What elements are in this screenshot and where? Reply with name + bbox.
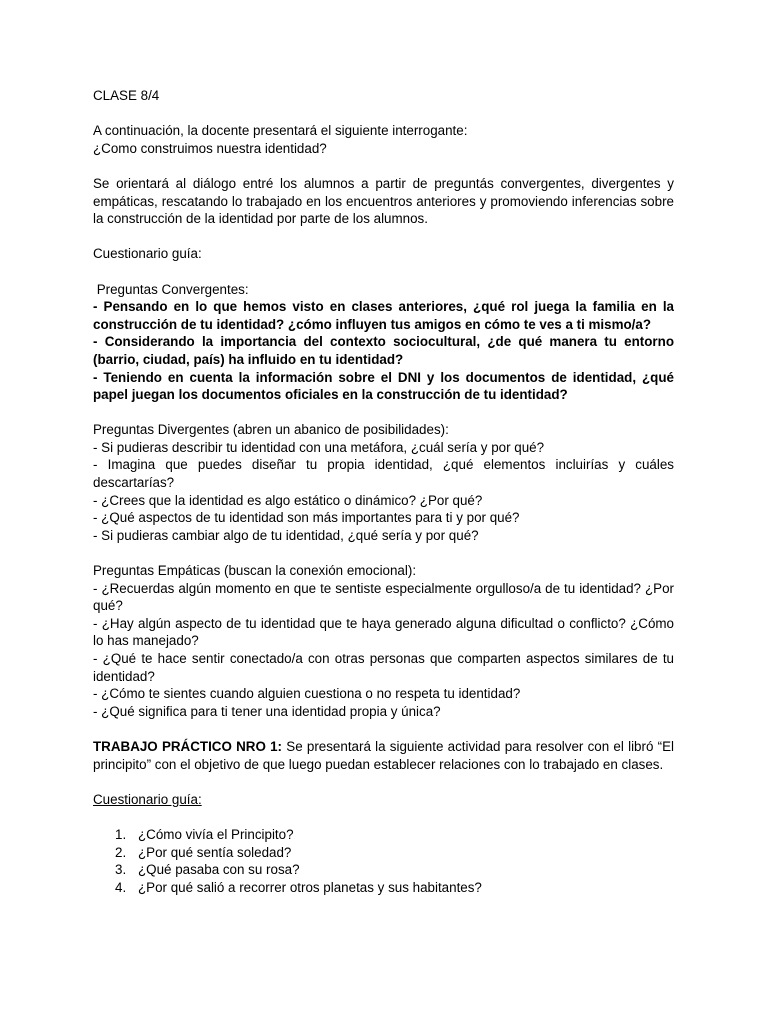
divergent-title: Preguntas Divergentes (abren un abanico de posibilidades): <box>93 422 449 438</box>
spacer <box>93 773 674 791</box>
list-number: 1. <box>115 826 127 842</box>
empathic-question-3: - ¿Qué te hace sentir conectado/a con otras personas que comparten aspectos similares de tu identidad? <box>93 651 674 684</box>
empathic-question-1: - ¿Recuerdas algún momento en que te sentiste especialmente orgulloso/a de tu identidad? ¿Por qué? <box>93 580 674 614</box>
spacer <box>93 404 674 422</box>
list-text: ¿Cómo vivía el Principito? <box>138 826 294 842</box>
convergent-title: Preguntas Convergentes: <box>93 281 249 297</box>
practical-work-label: TRABAJO PRÁCTICO NRO 1: <box>93 738 283 754</box>
spacer <box>93 808 674 826</box>
guide-title: Cuestionario guía: <box>93 246 202 262</box>
list-text: ¿Por qué sentía soledad? <box>138 844 292 860</box>
divergent-question-5: - Si pudieras cambiar algo de tu identidad, ¿qué sería y por qué? <box>93 527 479 543</box>
empathic-question-4: - ¿Cómo te sientes cuando alguien cuestiona o no respeta tu identidad? <box>93 686 521 702</box>
class-heading: CLASE 8/4 <box>93 88 160 103</box>
list-number: 2. <box>115 844 127 860</box>
orientation-paragraph: Se orientará al diálogo entré los alumnos a partir de preguntás convergentes, divergentes y empáticas, rescatando lo trabajado en los encuentros anteriores y promoviendo inferencias sobre la construcción de la identidad por parte de los alumnos. <box>93 175 674 227</box>
divergent-question-3: - ¿Crees que la identidad es algo estático o dinámico? ¿Por qué? <box>93 492 483 508</box>
list-text: ¿Por qué salió a recorrer otros planetas y sus habitantes? <box>138 879 482 895</box>
list-item <box>93 826 674 844</box>
intro-line-1: A continuación, la docente presentará el siguiente interrogante: <box>93 123 468 139</box>
spacer <box>93 157 674 175</box>
spacer <box>93 720 674 738</box>
spacer <box>93 228 674 246</box>
empathic-question-5: - ¿Qué significa para ti tener una identidad propia y única? <box>93 703 441 719</box>
list-item <box>93 879 674 897</box>
question-list <box>93 826 674 896</box>
intro-line-2: ¿Como construimos nuestra identidad? <box>93 140 327 156</box>
convergent-question-2: - Considerando la importancia del contexto sociocultural, ¿de qué manera tu entorno (barrio, ciudad, país) ha influido en tu identidad? <box>93 334 674 367</box>
list-item <box>93 844 674 862</box>
practical-work-paragraph <box>93 738 674 773</box>
spacer <box>93 263 674 281</box>
convergent-question-3: - Teniendo en cuenta la información sobre el DNI y los documentos de identidad, ¿qué papel juegan los documentos oficiales en la construcción de tu identidad? <box>93 369 674 403</box>
empathic-question-2: - ¿Hay algún aspecto de tu identidad que te haya generado alguna dificultad o conflicto? ¿Cómo lo has manejado? <box>93 615 674 649</box>
practical-work-text: Se presentará la siguiente actividad para resolver con el libró “El principito” con el objetivo de que luego puedan establecer relaciones con lo trabajado en clases. <box>93 738 674 772</box>
divergent-question-1: - Si pudieras describir tu identidad con una metáfora, ¿cuál sería y por qué? <box>93 439 545 455</box>
divergent-question-2: - Imagina que puedes diseñar tu propia identidad, ¿qué elementos incluirías y cuáles descartarías? <box>93 457 674 491</box>
document-page <box>93 87 674 896</box>
spacer <box>93 544 674 562</box>
list-text: ¿Qué pasaba con su rosa? <box>138 862 300 878</box>
list-item <box>93 861 674 879</box>
convergent-question-1: - Pensando en lo que hemos visto en clases anteriores, ¿qué rol juega la familia en la construcción de tu identidad? ¿cómo influyen tus amigos en cómo te ves a ti mismo/a? <box>93 299 674 332</box>
list-number: 3. <box>115 862 127 878</box>
empathic-title: Preguntas Empáticas (buscan la conexión emocional): <box>93 563 417 579</box>
guide-title-2: Cuestionario guía: <box>93 791 202 807</box>
divergent-question-4: - ¿Qué aspectos de tu identidad son más importantes para ti y por qué? <box>93 510 520 526</box>
spacer <box>93 105 674 123</box>
list-number: 4. <box>115 879 127 895</box>
